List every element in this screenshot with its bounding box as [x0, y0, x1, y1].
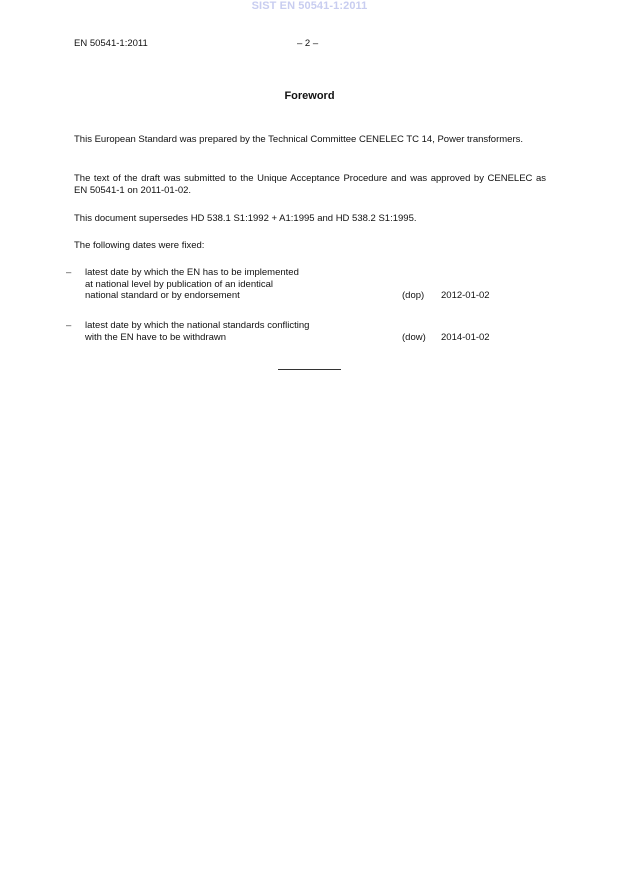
foreword-paragraph: This European Standard was prepared by the Technical Committee CENELEC TC 14, Power transformers.	[74, 134, 523, 145]
watermark: SIST EN 50541-1:2011	[251, 0, 368, 12]
date-abbreviation: (dow)	[402, 331, 426, 343]
date-value: 2014-01-02	[441, 331, 490, 343]
list-bullet: –	[66, 320, 72, 331]
date-value: 2012-01-02	[441, 290, 490, 302]
foreword-paragraph: The text of the draft was submitted to the Unique Acceptance Procedure and was approved by CENELEC as EN 50541-1 on 2011-01-02.	[74, 173, 546, 196]
end-rule-divider	[278, 369, 341, 370]
foreword-paragraph: This document supersedes HD 538.1 S1:1992 + A1:1995 and HD 538.2 S1:1995.	[74, 213, 417, 224]
document-id: EN 50541-1:2011	[74, 38, 148, 49]
foreword-title: Foreword	[284, 90, 335, 102]
page-number: – 2 –	[297, 38, 319, 49]
foreword-paragraph: The following dates were fixed:	[74, 240, 205, 251]
date-abbreviation: (dop)	[402, 290, 425, 302]
date-description: latest date by which the national standards conflicting with the EN have to be withdrawn	[85, 320, 310, 343]
date-description: latest date by which the EN has to be implemented at national level by publication of an identical national standard or by endorsement	[85, 267, 299, 302]
list-bullet: –	[66, 267, 72, 278]
